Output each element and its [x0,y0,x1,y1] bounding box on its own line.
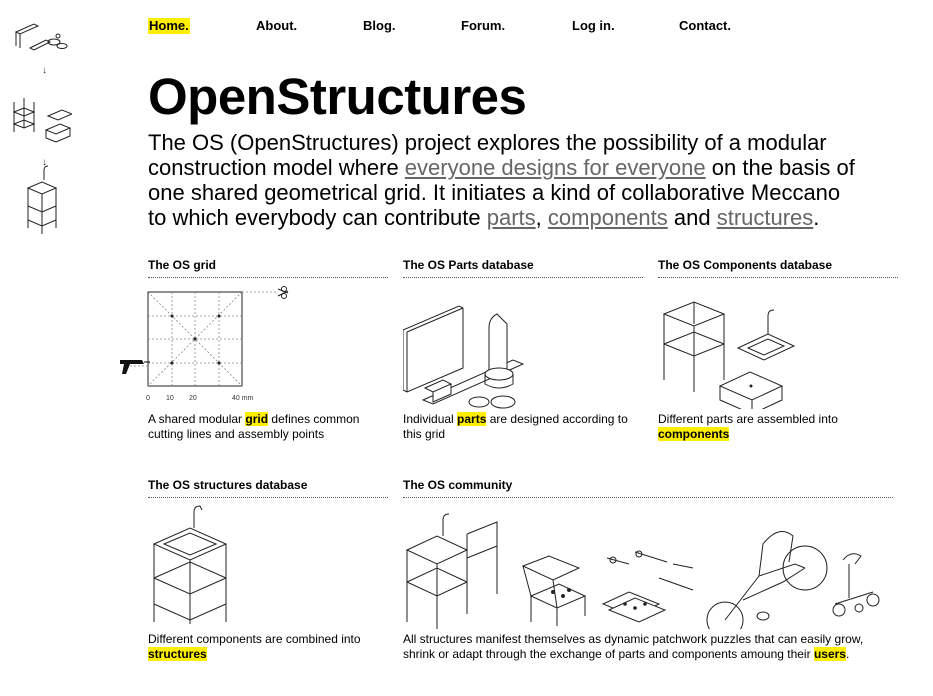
section-heading: The OS Parts database [403,258,643,278]
desc-text: are designed according to this grid [403,412,628,441]
svg-text:↓: ↓ [42,65,47,76]
nav-about[interactable]: About. [256,18,298,33]
desc-text: defines common cutting lines and assembly points [148,412,360,441]
vehicle-icon [707,532,827,630]
desc-text: . [845,647,850,661]
drill-icon [120,360,150,374]
intro-separator: and [667,205,717,230]
top-nav [148,18,848,36]
desc-text: All structures manifest themselves as dynamic patchwork puzzles that can easily grow, shrink or adapt through the exchange of parts and components amoung their [403,632,864,661]
parts-sketch-icon [16,24,67,50]
desc-text: A shared modular [148,412,246,426]
components-link[interactable]: components [547,205,668,230]
nav-home[interactable]: Home. [149,18,189,33]
scale-label: 10 [166,395,174,402]
section-description [148,632,388,662]
structures-highlight-link[interactable]: structures [148,647,207,661]
section-heading: The OS community [403,478,893,498]
section-os-community [403,478,893,668]
intro-separator: , [535,205,548,230]
section-os-structures [148,478,388,668]
scooter-icon [833,554,879,616]
page-title: OpenStructures [148,68,527,125]
section-os-grid [148,258,388,448]
users-highlight-link[interactable]: users [813,647,846,661]
section-heading: The OS grid [148,258,388,278]
section-description [658,412,898,442]
section-heading: The OS structures database [148,478,388,498]
nav-blog[interactable]: Blog. [363,18,396,33]
parts-link[interactable]: parts [486,205,536,230]
components-highlight-link[interactable]: components [658,427,730,441]
intro-text-part: The OS (OpenStructures) project explores the possibility of a modular construction model where [148,130,827,180]
intro-separator: . [813,205,820,230]
nav-login[interactable]: Log in. [572,18,615,33]
chair-icon [523,556,585,626]
structure-sketch-icon [28,166,56,234]
section-heading: The OS Components database [658,258,898,278]
scale-label: 0 [146,395,150,402]
desc-text: Different components are combined into [148,632,361,646]
section-description [148,412,388,442]
svg-text:↓: ↓ [42,157,47,168]
components-illustration [658,284,818,409]
nav-contact[interactable]: Contact. [679,18,731,33]
parts-illustration [403,284,563,409]
structures-link[interactable]: structures [716,205,814,230]
section-description [403,412,643,442]
everyone-designs-link[interactable]: everyone designs for everyone [404,155,706,180]
section-os-components [658,258,898,448]
desc-text: Individual [403,412,458,426]
intro-text-part: on the basis of one shared geometrical grid. It initiates a kind of collaborative Meccano to which everybody can contribute [148,155,855,230]
section-os-parts [403,258,643,448]
grid-link[interactable]: grid [245,412,269,426]
desc-text: Different parts are assembled into [658,412,838,426]
parts-highlight-link[interactable]: parts [457,412,487,426]
structures-illustration [148,504,308,624]
nav-forum[interactable]: Forum. [461,18,506,33]
scale-label: 20 [189,395,197,402]
scale-label: 40 mm [232,395,254,402]
grid-illustration [118,284,358,409]
community-illustration [403,504,893,629]
section-description [403,632,893,662]
loose-parts-icon [603,551,693,622]
scissors-icon [278,287,288,299]
side-illustration [10,20,72,235]
components-sketch-icon [14,98,72,142]
intro-text [148,130,858,230]
